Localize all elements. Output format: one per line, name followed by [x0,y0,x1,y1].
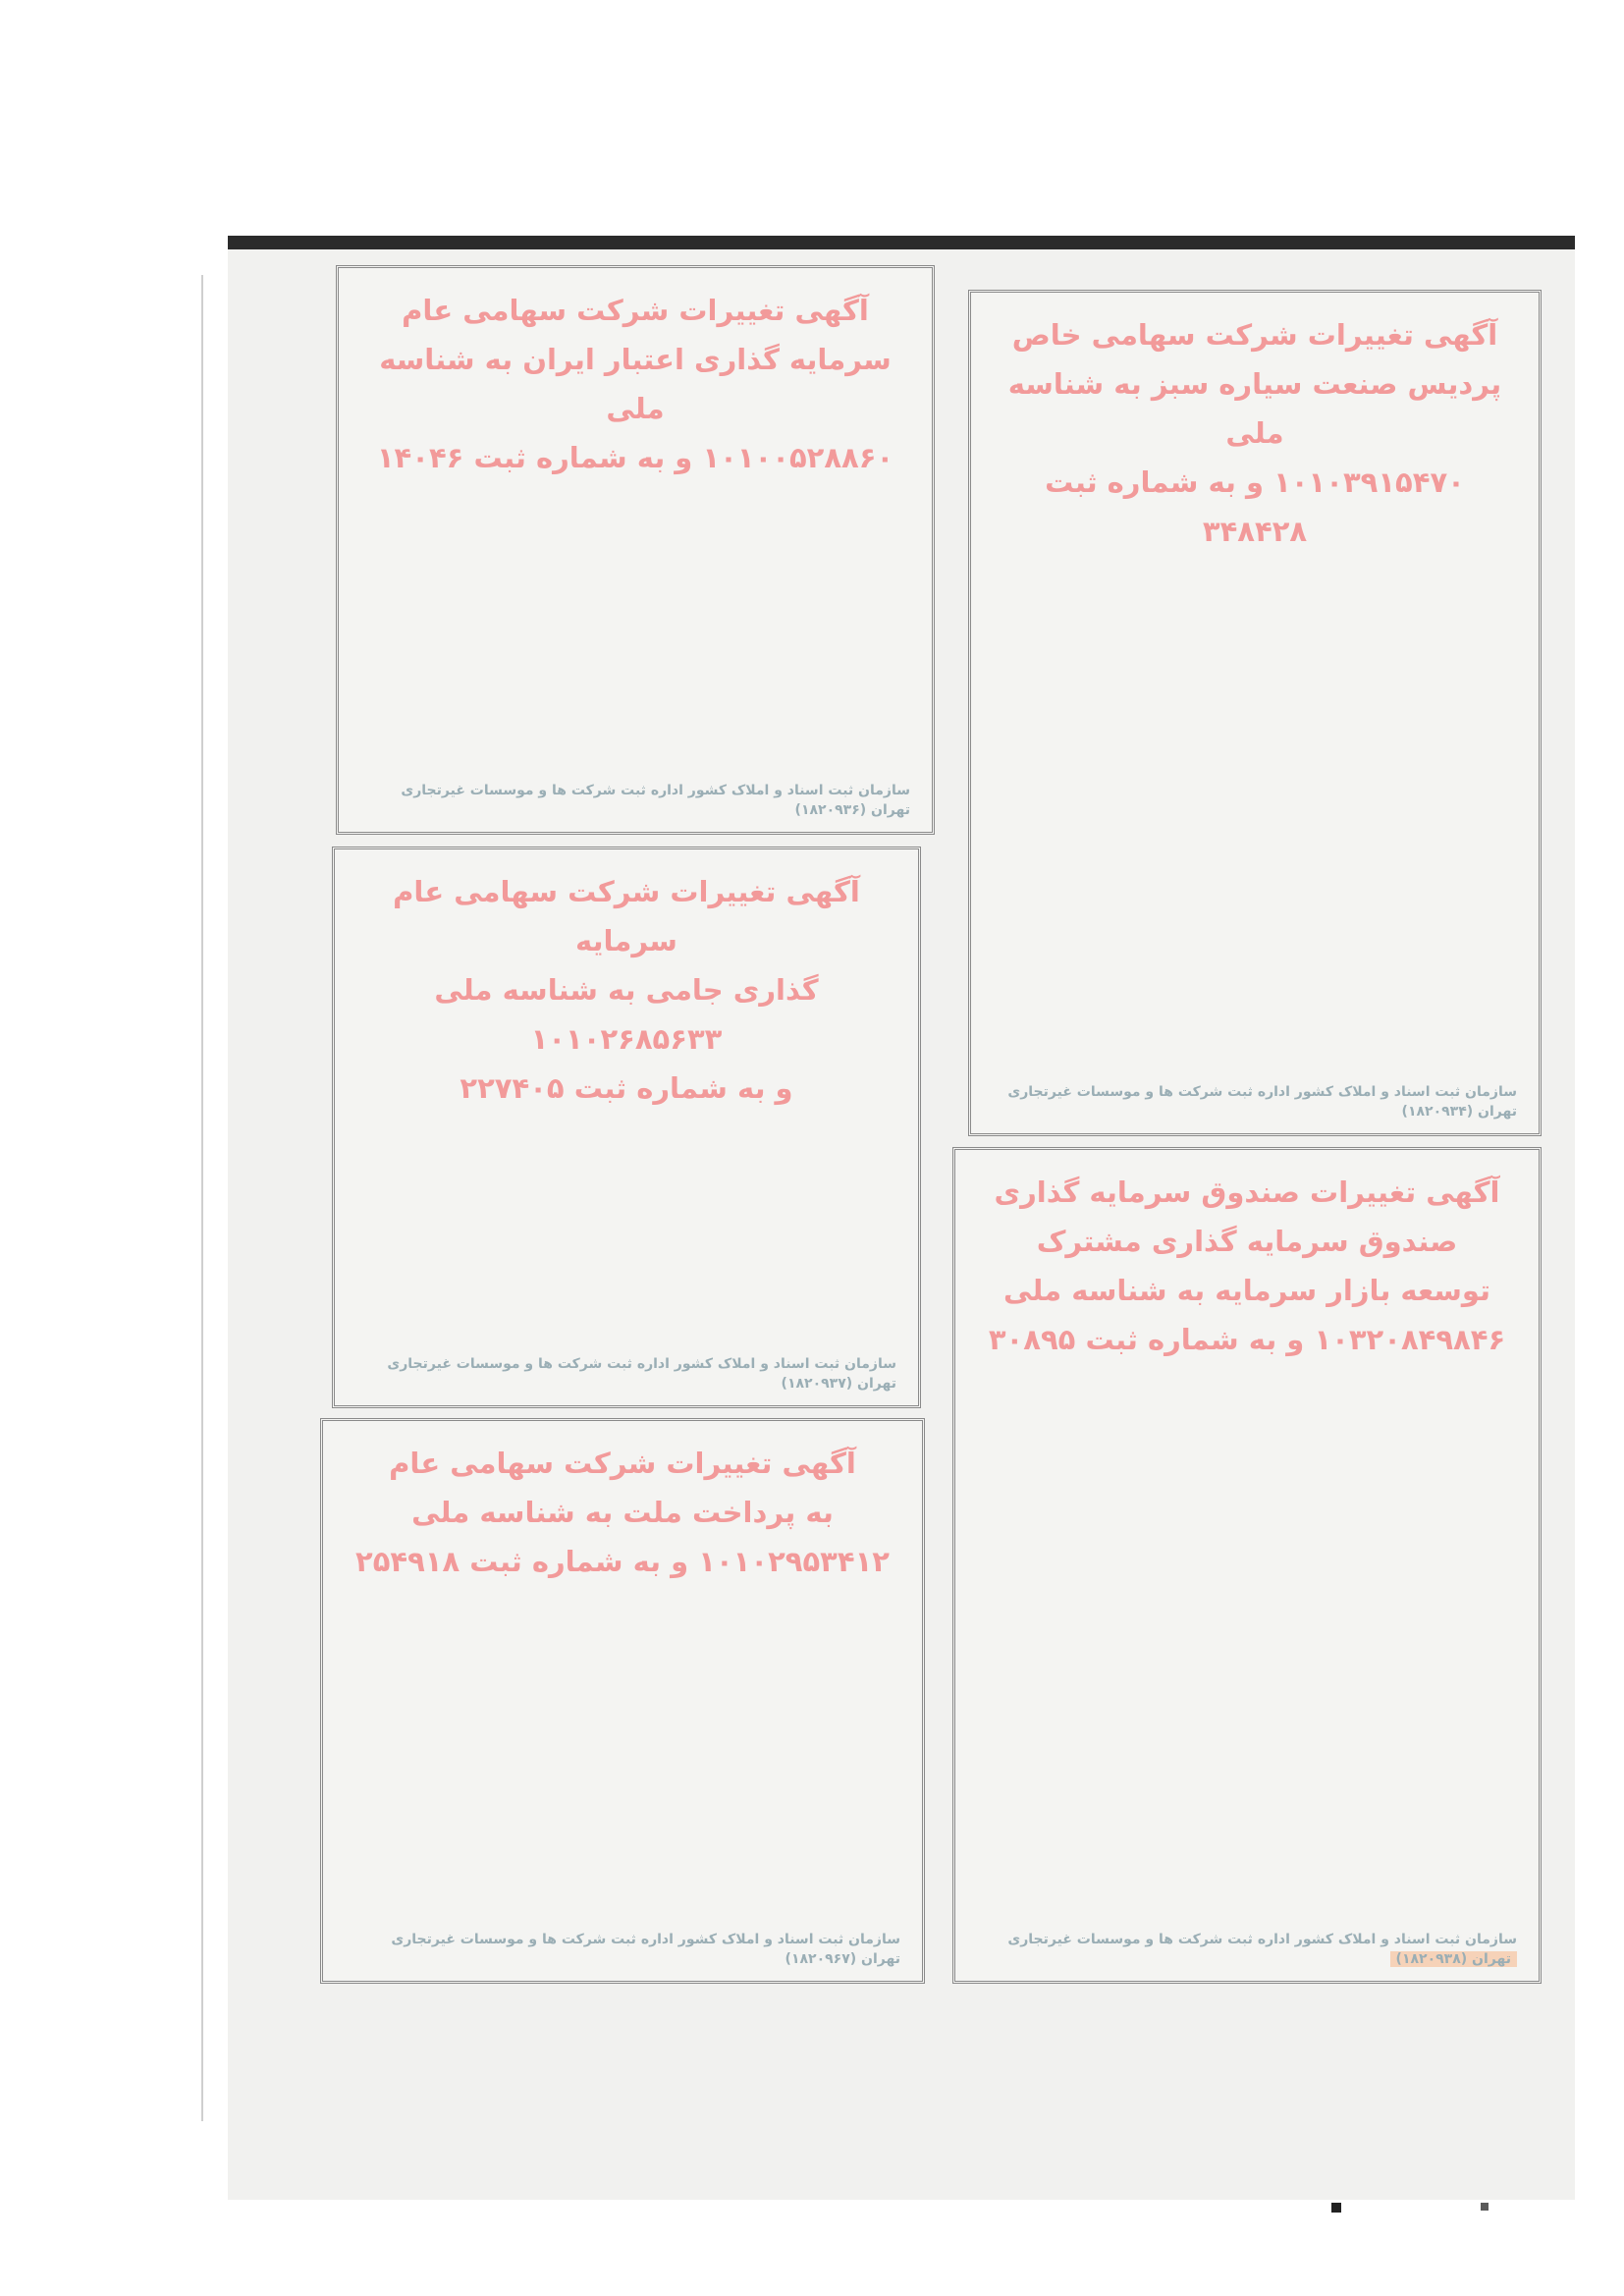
notice-mellat [320,1418,925,1984]
title-line: آگهی تغییرات صندوق سرمایه گذاری [994,1175,1500,1209]
notice-etebar [336,265,935,835]
title-line: ۱۰۳۲۰۸۴۹۸۴۶ و به شماره ثبت ۳۰۸۹۵ [988,1323,1506,1356]
title-line: ۱۰۱۰۳۹۱۵۴۷۰ و به شماره ثبت ۳۴۸۴۲۸ [1045,465,1465,548]
footer-ref: تهران (۱۸۲۰۹۳۶) [794,802,910,818]
title-line: به پرداخت ملت به شناسه ملی [411,1496,834,1529]
footer-org: سازمان ثبت اسناد و املاک کشور اداره ثبت شرکت ها و موسسات غیرتجاری [1007,1932,1517,1947]
footer-ref: تهران (۱۸۲۰۹۳۷) [781,1376,896,1392]
title-line: ۱۰۱۰۲۹۵۳۴۱۲ و به شماره ثبت ۲۵۴۹۱۸ [355,1545,890,1578]
title-line: سرمایه گذاری اعتبار ایران به شناسه ملی [379,343,892,425]
notice-jami [332,847,921,1408]
notice-footer [345,1930,900,1969]
footer-ref: تهران (۱۸۲۰۹۳۴) [1401,1104,1517,1120]
notice-footer [977,1930,1517,1969]
title-line: آگهی تغییرات شرکت سهامی عام [389,1447,856,1480]
title-line: آگهی تغییرات شرکت سهامی عام سرمایه [393,875,860,957]
title-line: آگهی تغییرات شرکت سهامی خاص [1011,318,1498,352]
notice-title [360,286,910,482]
notice-title [977,1168,1517,1364]
footer-org: سازمان ثبت اسناد و املاک کشور اداره ثبت شرکت ها و موسسات غیرتجاری [391,1932,900,1947]
print-mark [1481,2203,1489,2211]
title-line: ۱۰۱۰۰۵۲۸۸۶۰ و به شماره ثبت ۱۴۰۴۶ [376,441,894,474]
fold-line [201,275,203,2121]
notice-title [993,310,1517,556]
notice-title [356,867,896,1113]
footer-ref: تهران (۱۸۲۰۹۳۸) [1390,1951,1517,1967]
title-line: و به شماره ثبت ۲۲۷۴۰۵ [460,1071,793,1105]
footer-org: سازمان ثبت اسناد و املاک کشور اداره ثبت شرکت ها و موسسات غیرتجاری [401,783,910,798]
notice-pardis [968,290,1542,1136]
notice-sandogh [952,1147,1542,1984]
title-line: پردیس صنعت سیاره سبز به شناسه ملی [1007,367,1502,450]
notice-footer [993,1082,1517,1121]
title-line: گذاری جامی به شناسه ملی ۱۰۱۰۲۶۸۵۶۳۳ [434,973,819,1056]
title-line: آگهی تغییرات شرکت سهامی عام [402,294,869,327]
footer-org: سازمان ثبت اسناد و املاک کشور اداره ثبت شرکت ها و موسسات غیرتجاری [1007,1084,1517,1100]
footer-org: سازمان ثبت اسناد و املاک کشور اداره ثبت شرکت ها و موسسات غیرتجاری [387,1356,896,1372]
notice-footer [356,1354,896,1394]
title-line: صندوق سرمایه گذاری مشترک [1036,1225,1458,1258]
footer-ref: تهران (۱۸۲۰۹۶۷) [785,1951,900,1967]
print-mark [1331,2203,1341,2213]
title-line: توسعه بازار سرمایه به شناسه ملی [1003,1274,1490,1307]
notice-title [345,1439,900,1586]
notice-footer [360,781,910,820]
